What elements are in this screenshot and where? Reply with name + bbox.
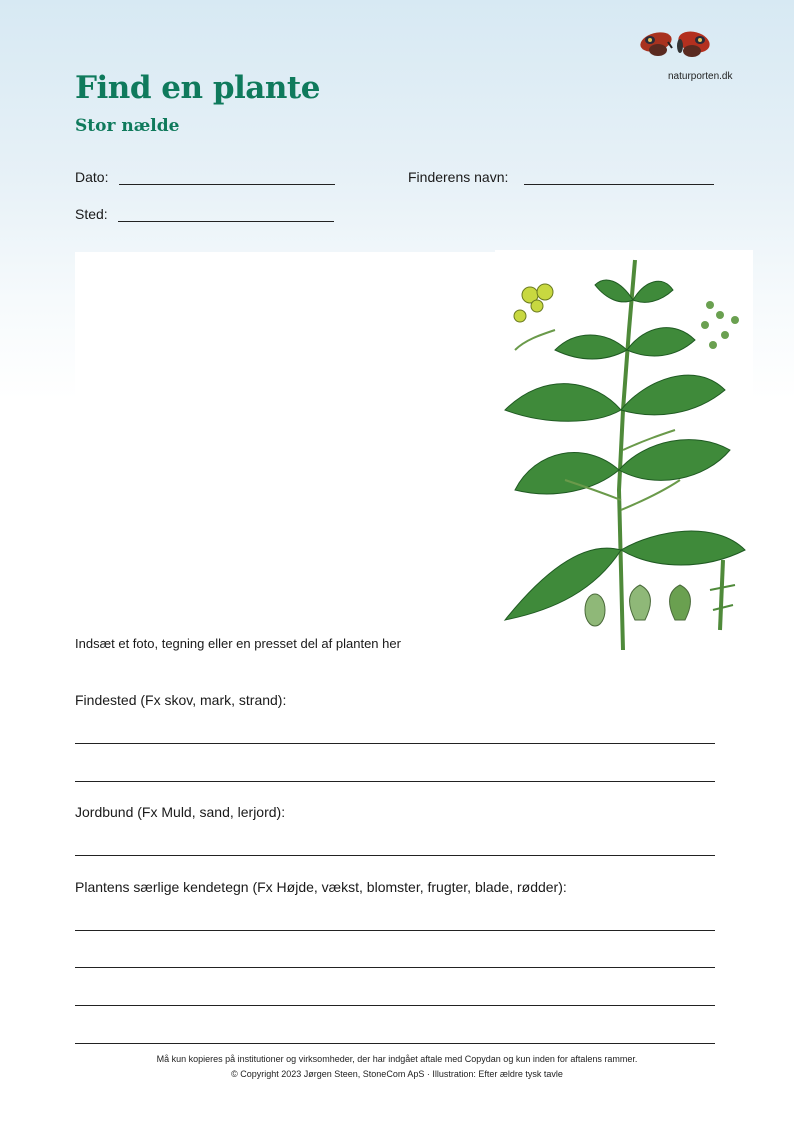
kendetegn-line-4[interactable]	[75, 1043, 715, 1044]
finder-name-field[interactable]	[524, 184, 714, 185]
date-label: Dato:	[75, 169, 109, 185]
butterfly-icon	[636, 28, 716, 60]
kendetegn-line-1[interactable]	[75, 930, 715, 931]
jordbund-label: Jordbund (Fx Muld, sand, lerjord):	[75, 804, 286, 820]
finder-name-label: Finderens navn:	[408, 169, 509, 185]
page-title: Find en plante	[75, 70, 320, 106]
findested-line-2[interactable]	[75, 781, 715, 782]
kendetegn-line-2[interactable]	[75, 967, 715, 968]
date-field[interactable]	[119, 184, 335, 185]
findested-line-1[interactable]	[75, 743, 715, 744]
footer-copyright: © Copyright 2023 Jørgen Steen, StoneCom ApS · Illustration: Efter ældre tysk tavle	[231, 1069, 563, 1079]
jordbund-line-1[interactable]	[75, 855, 715, 856]
page-subtitle: Stor nælde	[75, 116, 180, 136]
findested-label: Findested (Fx skov, mark, strand):	[75, 692, 287, 708]
footer-copy-notice: Må kun kopieres på institutioner og virksomheder, der har indgået aftale med Copydan og kun inden for aftalens rammer.	[156, 1054, 638, 1064]
place-field[interactable]	[118, 221, 334, 222]
kendetegn-label: Plantens særlige kendetegn (Fx Højde, vækst, blomster, frugter, blade, rødder):	[75, 879, 567, 895]
place-label: Sted:	[75, 206, 108, 222]
photo-area[interactable]	[75, 252, 495, 630]
nettle-plant-illustration	[495, 250, 753, 670]
photo-caption: Indsæt et foto, tegning eller en presset del af planten her	[75, 636, 401, 651]
site-name: naturporten.dk	[668, 71, 733, 82]
kendetegn-line-3[interactable]	[75, 1005, 715, 1006]
